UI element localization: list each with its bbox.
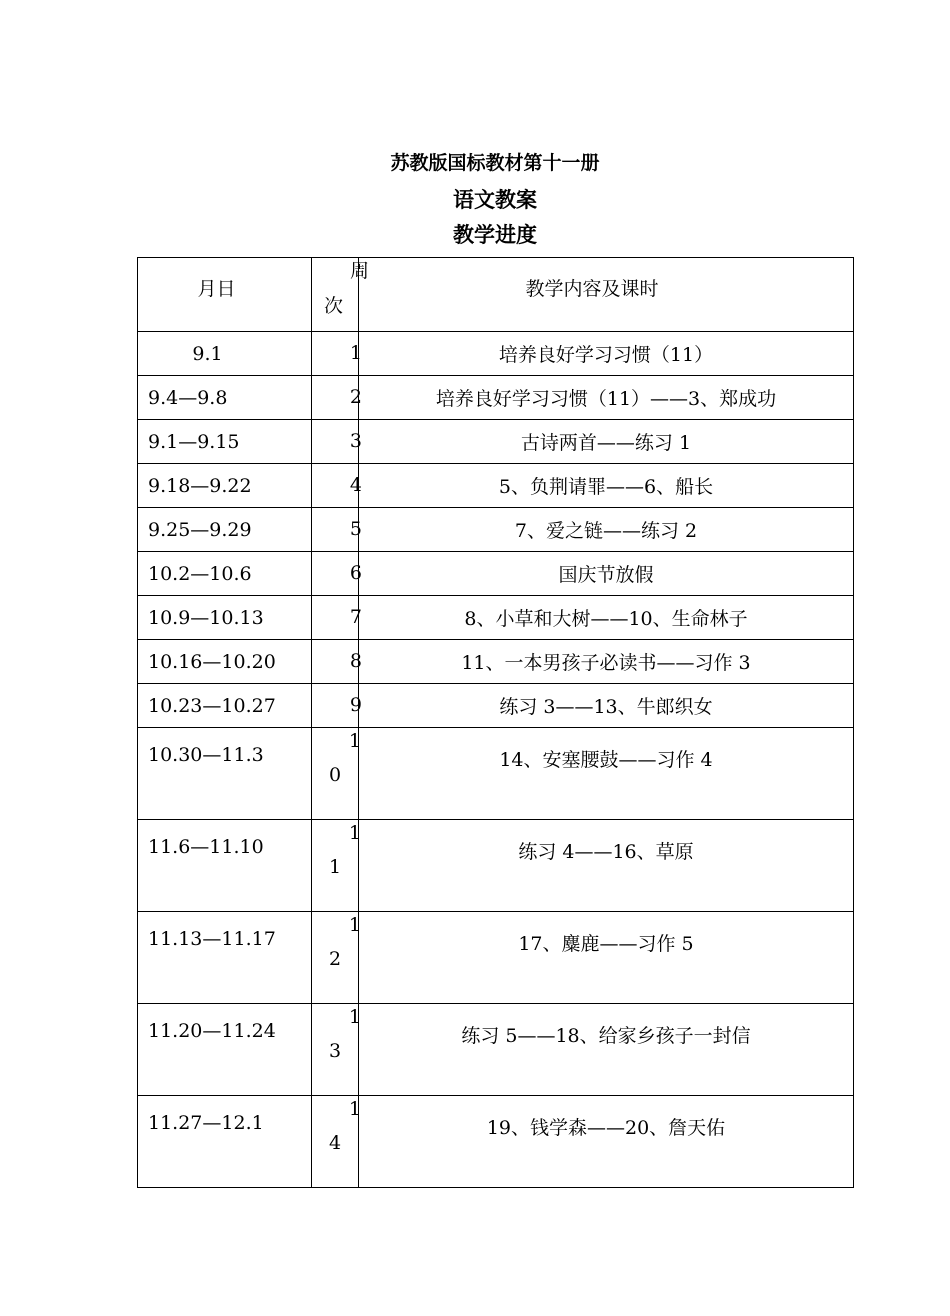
row-week-digit-1: 1	[348, 822, 361, 844]
row-week-digit-2: 2	[329, 948, 342, 970]
table-row	[138, 420, 854, 464]
row-week-number: 9	[349, 693, 362, 716]
row-week	[312, 464, 362, 508]
row-date: 9.18—9.22	[138, 464, 312, 508]
header-date: 月日	[138, 258, 312, 332]
row-content: 古诗两首——练习 1	[359, 420, 854, 464]
row-date: 9.4—9.8	[138, 376, 312, 420]
row-week	[312, 332, 362, 376]
row-week	[312, 684, 362, 728]
table-header-row	[138, 258, 854, 332]
row-week-digit-1: 1	[348, 1098, 361, 1120]
row-week-digit-2: 3	[329, 1040, 342, 1062]
header-week-bottom: 次	[324, 295, 344, 317]
row-week-digit-1: 1	[348, 914, 361, 936]
row-week-number: 4	[349, 473, 362, 496]
row-week-number: 8	[349, 649, 362, 672]
table-row	[138, 684, 854, 728]
row-content: 培养良好学习习惯（11）——3、郑成功	[359, 376, 854, 420]
header-content: 教学内容及课时	[359, 258, 854, 332]
table-row	[138, 376, 854, 420]
row-content: 练习 4——16、草原	[359, 820, 854, 912]
table-row	[138, 552, 854, 596]
row-content: 练习 5——18、给家乡孩子一封信	[359, 1004, 854, 1096]
teaching-schedule-table	[137, 257, 854, 1188]
row-date: 10.30—11.3	[138, 728, 312, 820]
row-date: 10.16—10.20	[138, 640, 312, 684]
row-date: 9.25—9.29	[138, 508, 312, 552]
table-row	[138, 464, 854, 508]
row-date: 11.27—12.1	[138, 1096, 312, 1188]
row-content: 国庆节放假	[359, 552, 854, 596]
table-row	[138, 596, 854, 640]
header-week	[312, 258, 370, 332]
row-week-number: 2	[349, 385, 362, 408]
row-content: 练习 3——13、牛郎织女	[359, 684, 854, 728]
row-week-number: 3	[349, 429, 362, 452]
row-date: 10.2—10.6	[138, 552, 312, 596]
document-subtitle: 语文教案	[453, 188, 537, 212]
document-title: 苏教版国标教材第十一册	[390, 152, 600, 174]
row-week	[312, 596, 362, 640]
row-week	[312, 728, 359, 820]
row-date: 9.1	[138, 332, 312, 376]
row-date: 9.1—9.15	[138, 420, 312, 464]
row-week-digit-2: 0	[329, 764, 342, 786]
header-week-top: 周	[350, 260, 370, 282]
row-week-number: 5	[349, 517, 362, 540]
row-week	[312, 1096, 359, 1188]
row-week	[312, 420, 362, 464]
row-week-number: 6	[349, 561, 362, 584]
row-date: 10.9—10.13	[138, 596, 312, 640]
row-week	[312, 820, 359, 912]
row-week	[312, 1004, 359, 1096]
row-content: 5、负荆请罪——6、船长	[359, 464, 854, 508]
row-week-number: 7	[349, 605, 362, 628]
row-week-digit-1: 1	[348, 1006, 361, 1028]
table-row	[138, 508, 854, 552]
table-row	[138, 820, 854, 912]
row-content: 19、钱学森——20、詹天佑	[359, 1096, 854, 1188]
row-date: 10.23—10.27	[138, 684, 312, 728]
row-week	[312, 376, 362, 420]
table-row	[138, 1096, 854, 1188]
row-content: 17、麋鹿——习作 5	[359, 912, 854, 1004]
row-content: 14、安塞腰鼓——习作 4	[359, 728, 854, 820]
row-content: 8、小草和大树——10、生命林子	[359, 596, 854, 640]
row-week	[312, 552, 362, 596]
schedule-heading: 教学进度	[453, 223, 537, 247]
row-week-digit-2: 4	[329, 1132, 342, 1154]
row-content: 11、一本男孩子必读书——习作 3	[359, 640, 854, 684]
row-week-number: 1	[349, 341, 362, 364]
table-row	[138, 640, 854, 684]
row-date: 11.20—11.24	[138, 1004, 312, 1096]
row-week	[312, 508, 362, 552]
table-row	[138, 332, 854, 376]
row-week-digit-2: 1	[329, 856, 342, 878]
table-row	[138, 728, 854, 820]
row-week-digit-1: 1	[348, 730, 361, 752]
row-week	[312, 912, 359, 1004]
table-row	[138, 912, 854, 1004]
row-content: 培养良好学习习惯（11）	[359, 332, 854, 376]
row-week	[312, 640, 362, 684]
table-row	[138, 1004, 854, 1096]
row-date: 11.13—11.17	[138, 912, 312, 1004]
row-date: 11.6—11.10	[138, 820, 312, 912]
row-content: 7、爱之链——练习 2	[359, 508, 854, 552]
